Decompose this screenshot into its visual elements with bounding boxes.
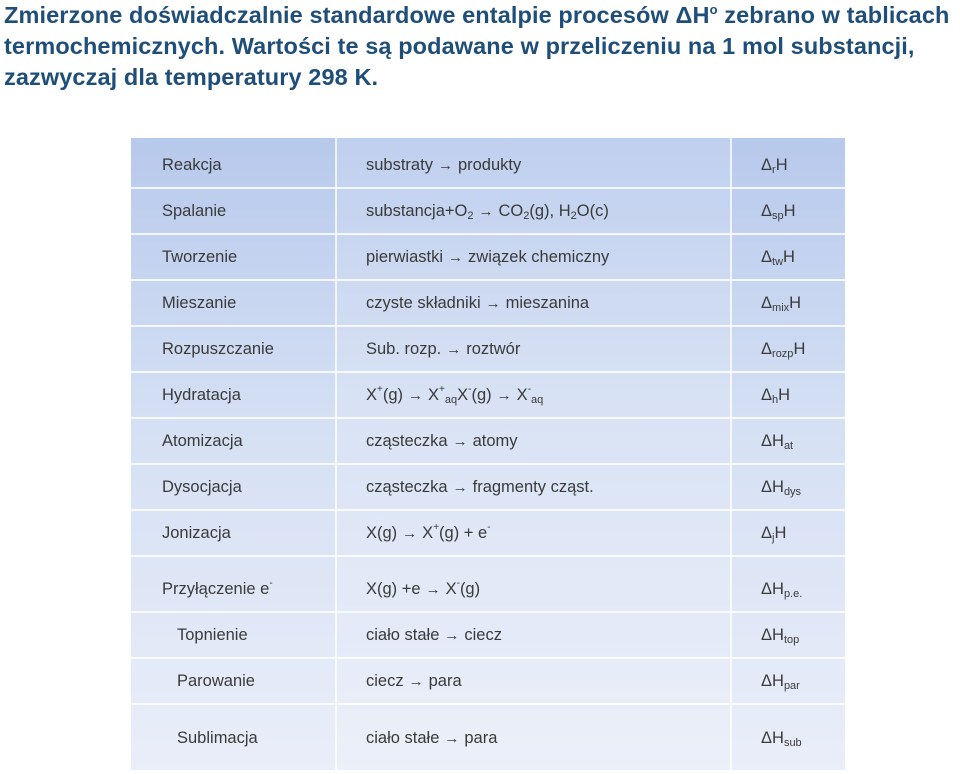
heading-line-2: termochemicznych. Wartości te są podawane w przeliczeniu na 1 mol substancji, [4, 33, 915, 59]
subscript: par [783, 680, 800, 692]
text-fragment: H [774, 523, 787, 542]
enthalpy-symbol-cell [761, 566, 802, 612]
table-row [131, 142, 845, 188]
text-fragment: H [783, 201, 796, 220]
enthalpy-symbol-cell [761, 658, 800, 704]
text-fragment: (g) [459, 579, 481, 598]
subscript: 2 [570, 210, 577, 222]
arrow-icon: → [448, 248, 464, 266]
text-fragment: ciało stałe [366, 728, 440, 747]
arrow-icon: → [452, 478, 468, 496]
process-equation-cell [366, 280, 589, 326]
text-fragment: ciecz [366, 671, 404, 690]
text-fragment: Δ [761, 247, 773, 266]
text-fragment: ΔH [761, 579, 784, 598]
enthalpy-symbol-cell [761, 464, 801, 510]
process-name: Spalanie [162, 201, 227, 220]
subscript: mix [772, 302, 790, 314]
process-equation-cell [366, 566, 480, 612]
text-fragment: ΔH [761, 671, 784, 690]
text-fragment: związek chemiczny [468, 247, 610, 266]
enthalpy-table [131, 138, 845, 770]
text-fragment: ciało stałe [366, 625, 440, 644]
text-fragment: (g) + e [439, 523, 488, 542]
superscript: + [377, 383, 383, 395]
arrow-icon: → [452, 432, 468, 450]
text-fragment: X [445, 579, 457, 598]
text-fragment: X [366, 385, 378, 404]
enthalpy-symbol-cell [761, 715, 802, 761]
process-equation-cell [366, 326, 520, 372]
heading-line-1-text: Zmierzone doświadczalnie standardowe entalpie procesów ΔH [4, 2, 710, 28]
process-name: Tworzenie [162, 247, 238, 266]
table-row [131, 658, 845, 704]
text-fragment: Δ [761, 201, 773, 220]
arrow-icon: → [408, 386, 424, 404]
table-row [131, 566, 845, 612]
table-row [131, 612, 845, 658]
process-equation-cell [366, 418, 518, 464]
subscript: h [772, 394, 779, 406]
text-fragment: Δ [761, 339, 773, 358]
text-fragment: cząsteczka [366, 431, 448, 450]
text-fragment: mieszanina [505, 293, 590, 312]
text-fragment: pierwiastki [366, 247, 444, 266]
process-name-cell [162, 326, 274, 372]
arrow-icon: → [402, 524, 418, 542]
process-equation-cell [366, 612, 502, 658]
text-fragment: Δ [761, 523, 773, 542]
superscript: + [439, 383, 445, 395]
process-name: Przyłączenie e [162, 579, 270, 598]
process-equation-cell [366, 142, 521, 188]
process-name: Reakcja [162, 155, 222, 174]
process-name-cell [162, 142, 222, 188]
text-fragment: H [783, 247, 795, 266]
process-name-cell [162, 566, 273, 612]
text-fragment: H [778, 385, 791, 404]
text-fragment: czyste składniki [366, 293, 481, 312]
enthalpy-symbol-cell [761, 612, 799, 658]
process-equation-cell [366, 372, 543, 418]
subscript: tw [772, 256, 784, 268]
process-name-cell [162, 510, 231, 556]
text-fragment: Δ [761, 155, 773, 174]
process-name-cell [162, 464, 242, 510]
text-fragment: roztwór [466, 339, 521, 358]
text-fragment: X(g) [366, 523, 398, 542]
process-equation-cell [366, 510, 491, 556]
subscript: aq [531, 394, 544, 406]
process-name-cell [162, 234, 237, 280]
text-fragment: (g) [471, 385, 492, 404]
arrow-icon: → [437, 156, 453, 174]
text-fragment: ciecz [464, 625, 502, 644]
text-fragment: (g) [382, 385, 404, 404]
subscript: rozp [772, 348, 794, 360]
text-fragment: (g), H [529, 201, 571, 220]
table-row [131, 234, 845, 280]
arrow-icon: → [496, 386, 512, 404]
text-fragment: cząsteczka [366, 477, 448, 496]
text-fragment: Δ [761, 293, 773, 312]
subscript: 2 [523, 210, 530, 222]
subscript: j [772, 532, 775, 544]
heading-line-1 [4, 0, 956, 31]
text-fragment: Sub. rozp. [366, 339, 442, 358]
text-fragment: X [422, 523, 434, 542]
enthalpy-symbol-cell [761, 234, 795, 280]
text-fragment: ΔH [761, 728, 784, 747]
process-name-cell [177, 658, 255, 704]
process-name-cell [177, 715, 258, 761]
table-row [131, 372, 845, 418]
text-fragment: substancja+O [366, 201, 468, 220]
text-fragment: X [457, 385, 469, 404]
subscript: dys [783, 486, 802, 498]
process-name-cell [162, 188, 226, 234]
row-divider [131, 703, 845, 705]
superscript: - [269, 577, 273, 589]
arrow-icon: → [478, 202, 494, 220]
subscript: sp [772, 210, 784, 222]
enthalpy-symbol-cell [761, 326, 805, 372]
subscript: p.e. [783, 588, 803, 600]
text-fragment: H [775, 155, 788, 174]
text-fragment: produkty [457, 155, 522, 174]
text-fragment: X [428, 385, 440, 404]
text-fragment: fragmenty cząst. [472, 477, 594, 496]
text-fragment: ΔH [761, 431, 784, 450]
text-fragment: substraty [366, 155, 433, 174]
process-name-cell [177, 612, 248, 658]
table-row [131, 188, 845, 234]
arrow-icon: → [485, 294, 501, 312]
table-row [131, 418, 845, 464]
superscript: - [468, 383, 472, 395]
heading-line-3: zazwyczaj dla temperatury 298 K. [4, 64, 379, 90]
process-name: Parowanie [177, 671, 255, 690]
subscript: aq [444, 394, 458, 406]
process-name: Hydratacja [162, 385, 241, 404]
process-equation-cell [366, 464, 594, 510]
process-equation-cell [366, 234, 609, 280]
arrow-icon: → [408, 672, 424, 690]
process-name: Sublimacja [177, 728, 258, 747]
process-name: Rozpuszczanie [162, 339, 274, 358]
enthalpy-symbol-cell [761, 418, 793, 464]
heading-line-1-end: zebrano w tablicach [717, 2, 950, 28]
text-fragment: X(g) +e [366, 579, 421, 598]
heading-superscript: o [709, 2, 718, 17]
process-name-cell [162, 372, 241, 418]
text-fragment: CO [498, 201, 524, 220]
superscript: + [433, 521, 440, 533]
enthalpy-symbol-cell [761, 142, 788, 188]
process-equation-cell [366, 715, 497, 761]
arrow-icon: → [425, 580, 441, 598]
arrow-icon: → [444, 626, 460, 644]
table-row [131, 510, 845, 556]
text-fragment: X [516, 385, 528, 404]
process-name-cell [162, 418, 243, 464]
table-row [131, 326, 845, 372]
process-name: Atomizacja [162, 431, 243, 450]
subscript: 2 [467, 210, 474, 222]
enthalpy-symbol-cell [761, 188, 796, 234]
arrow-icon: → [446, 340, 462, 358]
text-fragment: ΔH [761, 477, 784, 496]
page-heading [4, 0, 956, 93]
text-fragment: Δ [761, 385, 773, 404]
text-fragment: H [789, 293, 802, 312]
arrow-icon: → [444, 729, 460, 747]
superscript: - [456, 577, 460, 589]
text-fragment: para [464, 728, 498, 747]
table-row [131, 280, 845, 326]
subscript: sub [783, 737, 802, 749]
process-name-cell [162, 280, 236, 326]
process-equation-cell [366, 188, 609, 234]
enthalpy-symbol-cell [761, 372, 790, 418]
process-name: Mieszanie [162, 293, 237, 312]
superscript: - [487, 521, 491, 533]
subscript: at [783, 440, 794, 452]
row-divider [131, 555, 845, 557]
process-name: Jonizacja [162, 523, 231, 542]
process-equation-cell [366, 658, 462, 704]
table-row [131, 464, 845, 510]
superscript: - [527, 383, 532, 395]
enthalpy-symbol-cell [761, 510, 786, 556]
text-fragment: ΔH [761, 625, 784, 644]
text-fragment: para [428, 671, 462, 690]
subscript: top [783, 634, 800, 646]
text-fragment: atomy [472, 431, 518, 450]
table-row [131, 715, 845, 761]
subscript: r [772, 164, 776, 176]
process-name: Topnienie [177, 625, 248, 644]
text-fragment: O(c) [576, 201, 609, 220]
enthalpy-symbol-cell [761, 280, 801, 326]
process-name: Dysocjacja [162, 477, 242, 496]
text-fragment: H [793, 339, 806, 358]
